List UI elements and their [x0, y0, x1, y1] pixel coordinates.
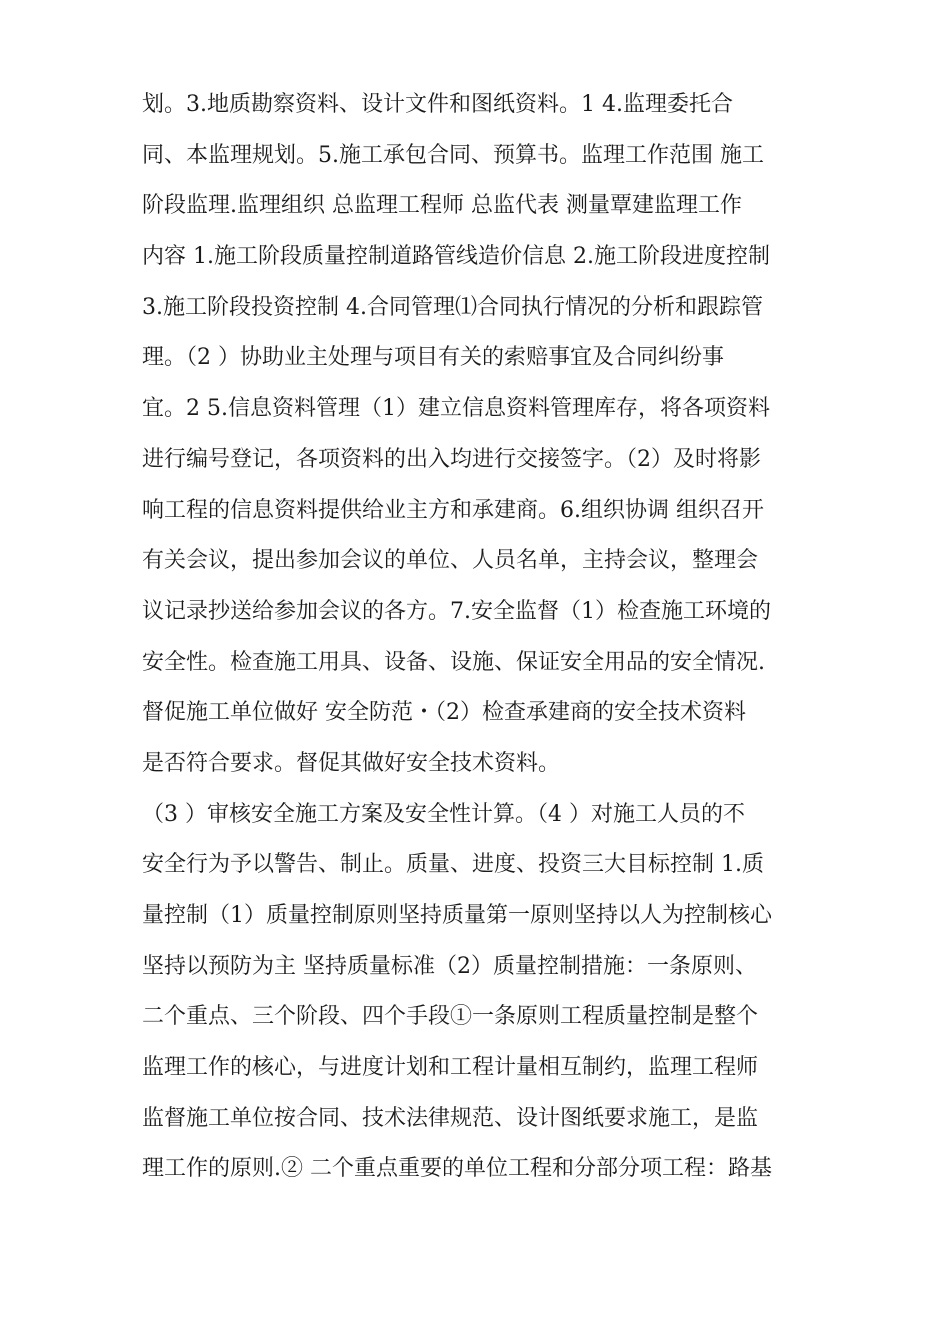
text-line: 安全行为予以警告、制止。质量、进度、投资三大目标控制 1.质: [142, 852, 764, 878]
paragraph-1: [142, 80, 852, 790]
document-body: [142, 80, 852, 1195]
text-line: 理工作的原则.② 二个重点重要的单位工程和分部分项工程：路基: [142, 1156, 772, 1182]
text-line: 监理工作的核心，与进度计划和工程计量相互制约，监理工程师: [142, 1055, 759, 1081]
text-line: 有关会议，提出参加会议的单位、人员名单，主持会议，整理会: [142, 548, 759, 574]
text-line: 内容 1.施工阶段质量控制道路管线造价信息 2.施工阶段进度控制: [142, 244, 770, 270]
text-line: 响工程的信息资料提供给业主方和承建商。6.组织协调 组织召开: [142, 497, 764, 523]
text-line: 宜。2 5.信息资料管理（1）建立信息资料管理库存，将各项资料: [142, 396, 770, 422]
text-line: 是否符合要求。督促其做好安全技术资料。: [142, 750, 561, 776]
text-line: 阶段监理.监理组织 总监理工程师 总监代表 测量覃建监理工作: [142, 193, 742, 219]
text-line: 划。3.地质勘察资料、设计文件和图纸资料。1 4.监理委托合: [142, 92, 733, 117]
text-line: 督促施工单位做好 安全防范・（2）检查承建商的安全技术资料: [142, 700, 746, 726]
text-line: 理。（2 ）协助业主处理与项目有关的索赔事宜及合同纠纷事: [142, 345, 724, 371]
text-line: 3.施工阶段投资控制 4.合同管理⑴合同执行情况的分析和跟踪管: [142, 294, 763, 320]
text-line: 议记录抄送给参加会议的各方。7.安全监督（1）检查施工环境的: [142, 598, 771, 624]
paragraph-2: [142, 790, 852, 1196]
text-line: 同、本监理规划。5.施工承包合同、预算书。监理工作范围 施工: [142, 142, 764, 168]
text-line: 量控制（1）质量控制原则坚持质量第一原则坚持以人为控制核心: [142, 903, 772, 928]
text-line: 二个重点、三个阶段、四个手段①一条原则工程质量控制是整个: [142, 1004, 759, 1030]
text-line: 监督施工单位按合同、技术法律规范、设计图纸要求施工，是监: [142, 1105, 759, 1131]
text-line: 进行编号登记，各项资料的出入均进行交接签字。（2）及时将影: [142, 446, 761, 472]
text-line: 坚持以预防为主 坚持质量标准（2）质量控制措施：一条原则、: [142, 953, 757, 979]
text-line: 安全性。检查施工用具、设备、设施、保证安全用品的安全情况.: [142, 649, 765, 675]
text-line: （3 ）审核安全施工方案及安全性计算。（4 ）对施工人员的不: [142, 801, 745, 827]
